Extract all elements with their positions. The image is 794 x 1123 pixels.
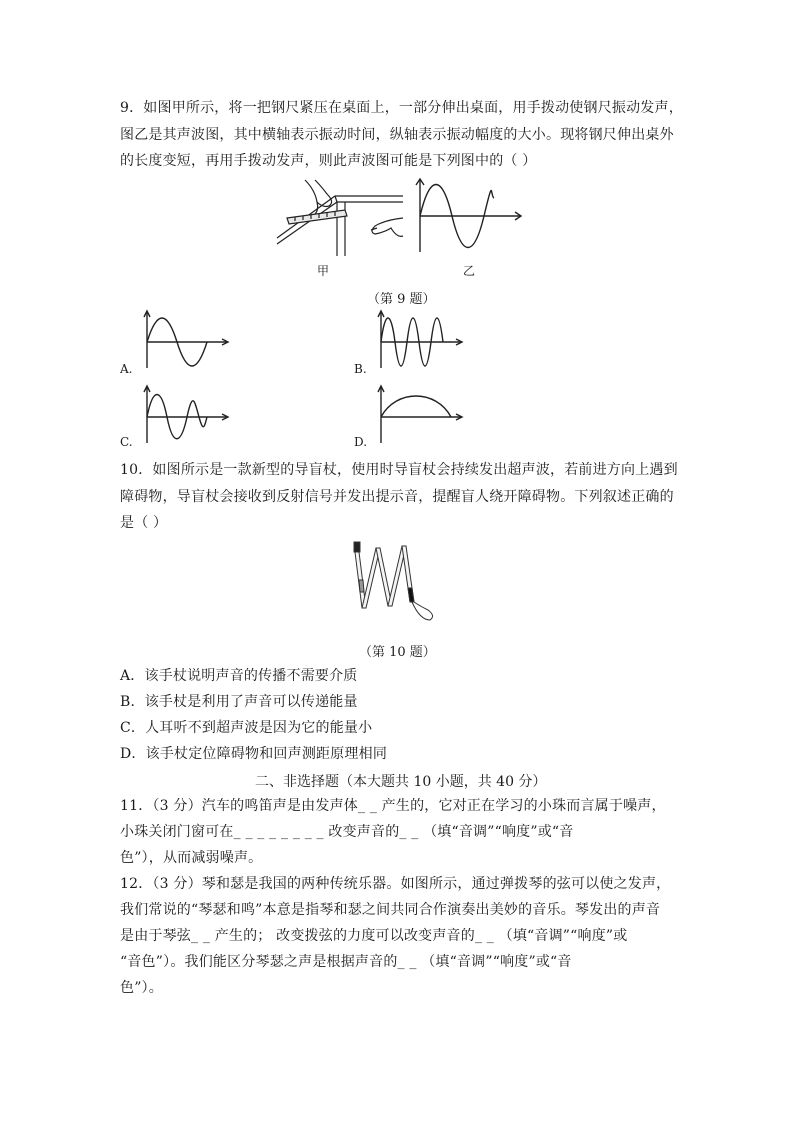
q11-line-2: 小珠关闭门窗可在_ _ _ _ _ _ _ _ 改变声音的_ _ （填“音调”“响度”或“音 (120, 824, 574, 840)
option-c-waveform (142, 385, 232, 445)
q11-line-3: 色”），从而减弱噪声。 (120, 850, 263, 866)
q10-line-1: 10．如图所示是一款新型的导盲杖，使用时导盲杖会持续发出超声波，若前进方向上遇到 (120, 462, 678, 478)
option-b-waveform (376, 310, 466, 370)
option-c-label: C. (120, 435, 133, 449)
option-d-waveform (376, 385, 466, 445)
q10-line-3: 是（ ） (120, 515, 168, 531)
q9-caption: （第 9 题） (367, 292, 436, 307)
q12-line-4: “音色”）。我们能区分琴瑟之声是根据声音的_ _ （填“音调”“响度”或“音 (120, 954, 572, 970)
q9-line-2: 图乙是其声波图，其中横轴表示振动时间，纵轴表示振动幅度的大小。现将钢尺伸出桌外 (120, 127, 674, 143)
q10-option-a: A．该手杖说明声音的传播不需要介质 (120, 668, 358, 684)
figure-folded-white-cane (350, 540, 440, 640)
q10-option-c: C．人耳听不到超声波是因为它的能量小 (120, 720, 373, 736)
option-a-waveform (142, 310, 232, 370)
cane-wrist-strap (412, 602, 433, 620)
figure-yi-waveform (412, 178, 522, 258)
q11-line-1: 11．（3 分）汽车的鸣笛声是由发声体_ _ 产生的，它对正在学习的小珠而言属于噪声， (120, 798, 666, 814)
q10-option-d: D．该手杖定位障碍物和回声测距原理相同 (120, 746, 388, 762)
option-d-label: D. (354, 435, 368, 449)
figure-jia-label: 甲 (317, 264, 330, 278)
q12-line-1: 12．（3 分）琴和瑟是我国的两种传统乐器。如图所示，通过弹拨琴的弦可以使之发声， (120, 876, 671, 892)
q9-line-1: 9．如图甲所示，将一把钢尺紧压在桌面上，一部分伸出桌面，用手拨动使钢尺振动发声， (120, 100, 683, 116)
figure-jia-ruler-on-table (275, 178, 405, 258)
option-b-label: B. (354, 362, 367, 376)
q12-line-2: 我们常说的“琴瑟和鸣”本意是指琴和瑟之间共同合作演奏出美妙的音乐。琴发出的声音 (120, 902, 661, 918)
q10-line-2: 障碍物，导盲杖会接收到反射信号并发出提示音，提醒盲人绕开障碍物。下列叙述正确的 (120, 489, 674, 505)
q10-option-b: B．该手杖是利用了声音可以传递能量 (120, 694, 358, 710)
q10-caption: （第 10 题） (359, 645, 436, 660)
q9-line-3: 的长度变短，再用手拨动发声，则此声波图可能是下列图中的（ ） (120, 153, 537, 169)
q12-line-5: 色”）。 (120, 980, 163, 996)
option-a-label: A. (120, 362, 133, 376)
section-title: 二、非选择题（本大题共 10 小题，共 40 分） (255, 774, 547, 790)
figure-yi-label: 乙 (463, 264, 476, 278)
q12-line-3: 是由于琴弦_ _ 产生的； 改变拨弦的力度可以改变声音的_ _ （填“音调”“响度”或 (120, 928, 628, 944)
